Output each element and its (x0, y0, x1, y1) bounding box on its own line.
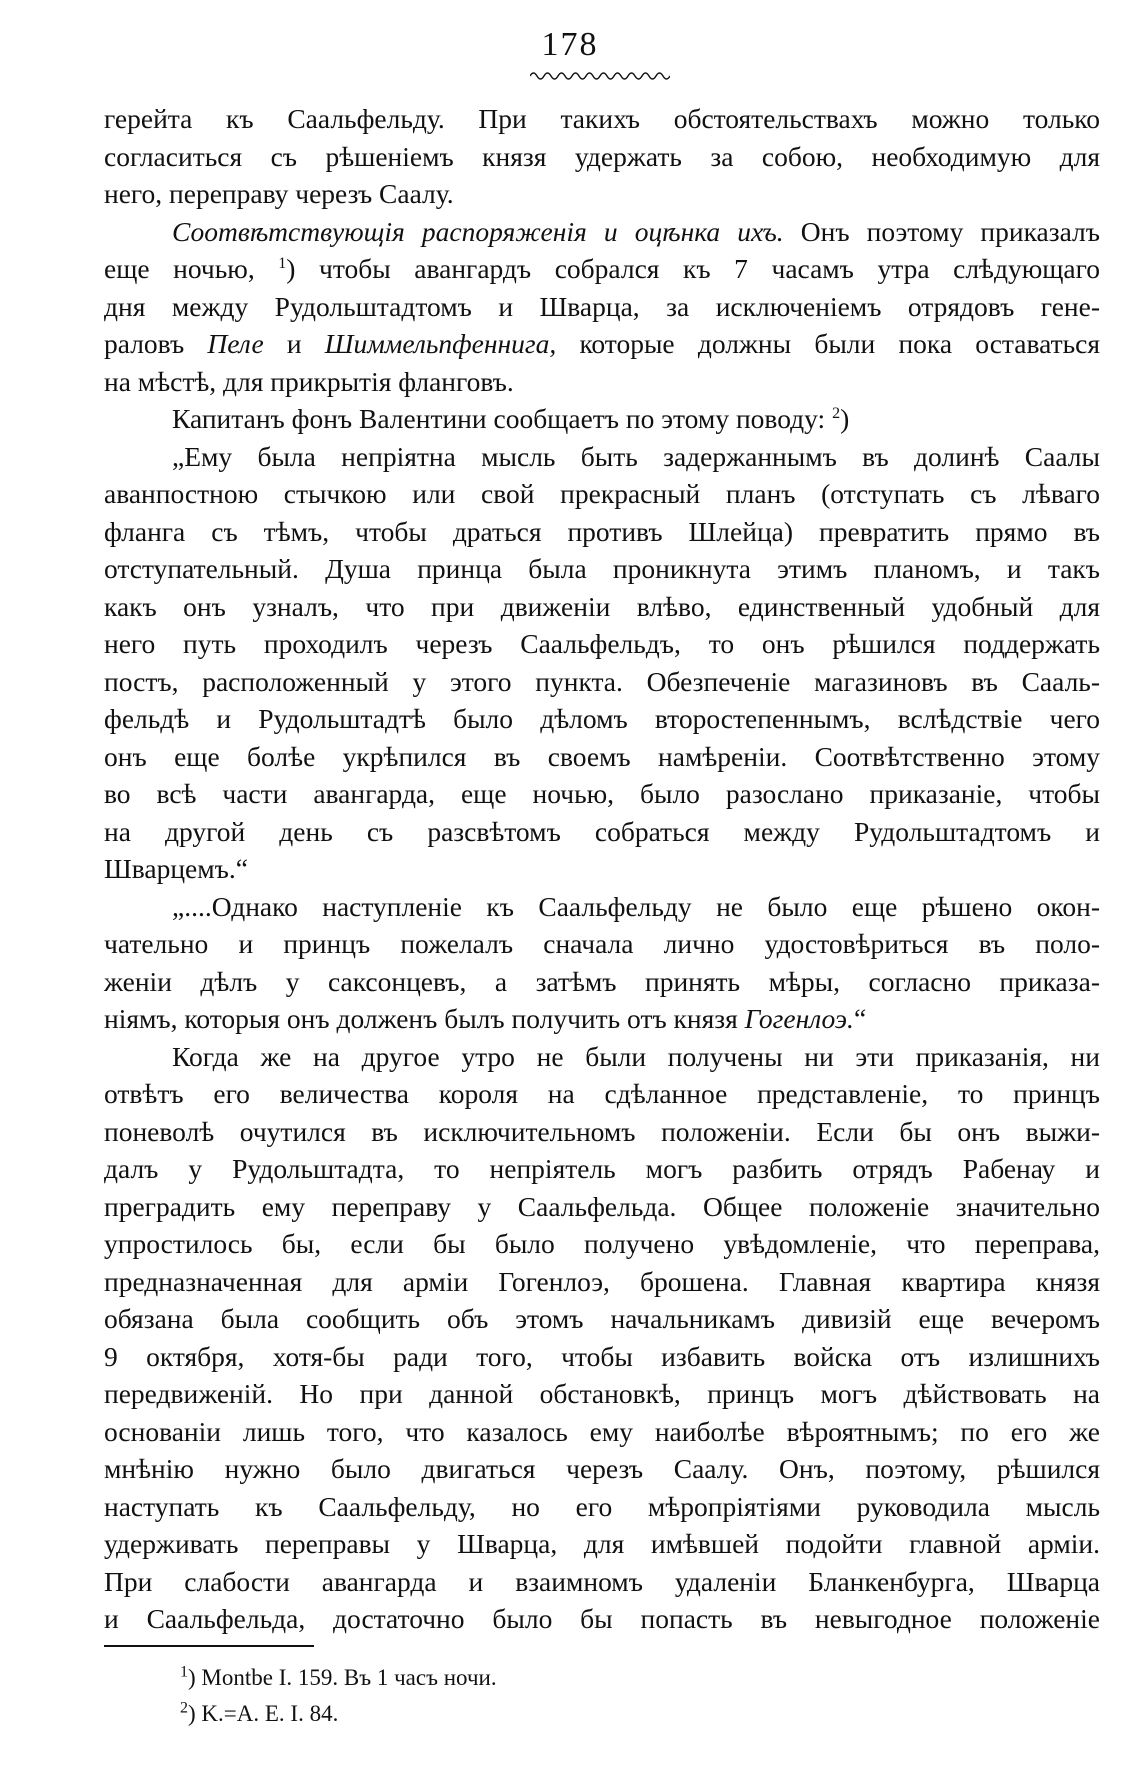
footnotes (180, 1660, 880, 1732)
text-line: согласиться съ рѣшеніемъ князя удержать за собою, необходимую для (104, 140, 1100, 172)
text-line: Шварцемъ.“ (104, 853, 248, 884)
footnote-text: Montbe I. 159. Въ 1 часъ ночи. (201, 1665, 497, 1690)
text-line (104, 325, 1100, 363)
person-name: Пеле (207, 328, 264, 359)
text-fragment: еще ночью, (104, 253, 255, 284)
person-name: Шиммельпфеннига, (324, 328, 557, 359)
footnote-ref[interactable]: 1 (278, 254, 287, 272)
text-line: предназначенная для арміи Гогенлоэ, брошена. Главная квартира князя (104, 1265, 1100, 1297)
footnote-1: $^1$) Montbe I. 159. Въ 1 часъ ночи. (180, 1663, 497, 1690)
closing-quote: “ (853, 1003, 867, 1034)
text-line: Когда же на другое утро не были получены ни эти приказанія, ни (172, 1040, 1100, 1072)
text-line: „....Однако наступленіе къ Саальфельду не было еще рѣшено окон- (172, 890, 1100, 922)
page-number-ornament (530, 70, 670, 82)
body-text (104, 100, 1100, 1638)
text-line: обязана была сообщить объ этомъ начальникамъ дивизій еще вечеромъ (104, 1303, 1100, 1334)
text-line: фельдѣ и Рудольштадтѣ было дѣломъ второстепеннымъ, вслѣдствіе чего (104, 703, 1100, 734)
text-line (104, 213, 1100, 251)
text-line: дня между Рудольштадтомъ и Шварца, за исключеніемъ отрядовъ гене- (104, 290, 1100, 322)
text-line: наступать къ Саальфельду, но его мѣропріятіями руководила мысль (104, 1490, 1100, 1522)
text-line: поневолѣ очутился въ исключительномъ положеніи. Если бы онъ выжи- (104, 1115, 1100, 1147)
text-fragment: ніямъ, которыя онъ долженъ былъ получить отъ князя (104, 1003, 738, 1034)
text-line: далъ у Рудольштадта, то непріятель могъ разбить отрядъ Рабенау и (104, 1153, 1100, 1184)
text-line: Капитанъ фонъ Валентини сообщаетъ по этому поводу: $^2$) (172, 403, 850, 434)
text-line: на мѣстѣ, для прикрытія фланговъ. (104, 365, 514, 397)
text-line: отступательный. Душа принца была проникнута этимъ планомъ, и такъ (104, 553, 1100, 584)
text-line: него путь проходилъ черезъ Саальфельдъ, то онъ рѣшился поддержать (104, 628, 1100, 659)
text-line: женіи дѣлъ у саксонцевъ, а затѣмъ принять мѣры, согласно приказа- (104, 965, 1100, 997)
text-line: герейта къ Саальфельду. При такихъ обстоятельствахъ можно только (104, 103, 1100, 134)
text-line: и Саальфельда, достаточно было бы попасть въ невыгодное положеніе (104, 1603, 1100, 1634)
person-name: Гогенлоэ. (744, 1003, 854, 1034)
footnote-mark: 1 (180, 1663, 188, 1681)
footnote-2: $^2$) K.=A. E. I. 84. (180, 1699, 339, 1726)
text-line: аванпостною стычкою или свой прекрасный планъ (отступать съ лѣваго (104, 478, 1100, 509)
footnote-mark: 2 (180, 1699, 188, 1717)
text-line: удерживать переправы у Шварца, для имѣвшей подойти главной арміи. (104, 1528, 1100, 1559)
text-line: онъ еще болѣе укрѣпился въ своемъ намѣреніи. Соотвѣтственно этому (104, 740, 1100, 772)
text-line: еще ночью, $^1$) чтобы авангардъ собрался къ 7 часамъ утра слѣдующаго (104, 253, 1100, 284)
text-line: какъ онъ узналъ, что при движеніи влѣво, единственный удобный для (104, 590, 1100, 622)
text-line: передвиженій. Но при данной обстановкѣ, принцъ могъ дѣйствовать на (104, 1378, 1100, 1409)
text-line: При слабости авангарда и взаимномъ удаленіи Бланкенбурга, Шварца (104, 1565, 1100, 1597)
text-fragment: Капитанъ фонъ Валентини сообщаетъ по этому поводу: (172, 403, 826, 434)
section-sidehead: Соотвѣтствующія распоряженія и оцѣнка ихъ. (172, 215, 784, 247)
text-fragment: которые должны были пока оставаться (579, 328, 1100, 359)
footnote-divider (104, 1645, 314, 1647)
text-line: постъ, расположенный у этого пункта. Обезпеченіе магазиновъ въ Сааль- (104, 665, 1100, 697)
footnote-ref[interactable]: 2 (832, 404, 841, 422)
text-line: во всѣ части авангарда, еще ночью, было разослано приказаніе, чтобы (104, 778, 1100, 809)
text-line: „Ему была непріятна мысль быть задержаннымъ въ долинѣ Саалы (172, 440, 1100, 472)
text-line: чательно и принцъ пожелалъ сначала лично удостовѣриться въ поло- (104, 928, 1100, 959)
text-line: упростилось бы, если бы было получено увѣдомленіе, что переправа, (104, 1228, 1100, 1259)
page-number: 178 (541, 26, 599, 63)
text-fragment: Онъ поэтому приказалъ (800, 215, 1101, 247)
text-line: 9 октября, хотя-бы ради того, чтобы избавить войска отъ излишнихъ (104, 1340, 1100, 1372)
text-line: на другой день съ разсвѣтомъ собраться между Рудольштадтомъ и (104, 815, 1100, 847)
text-line: отвѣтъ его величества короля на сдѣланное представленіе, то принцъ (104, 1078, 1100, 1109)
text-line: основаніи лишь того, что казалось ему наиболѣе вѣроятнымъ; по его же (104, 1415, 1100, 1447)
text-line (104, 1000, 1100, 1038)
text-fragment: раловъ (104, 328, 185, 359)
text-line: преградить ему переправу у Саальфельда. Общее положеніе значительно (104, 1190, 1100, 1222)
text-line: него, переправу черезъ Саалу. (104, 178, 454, 209)
text-line: фланга съ тѣмъ, чтобы драться противъ Шлейца) превратить прямо въ (104, 515, 1100, 547)
text-line: мнѣнію нужно было двигаться черезъ Саалу. Онъ, поэтому, рѣшился (104, 1453, 1100, 1484)
text-fragment: и (286, 328, 302, 359)
text-fragment: чтобы авангардъ собрался къ 7 часамъ утра слѣдующаго (319, 253, 1100, 284)
footnote-text: K.=A. E. I. 84. (201, 1701, 339, 1726)
